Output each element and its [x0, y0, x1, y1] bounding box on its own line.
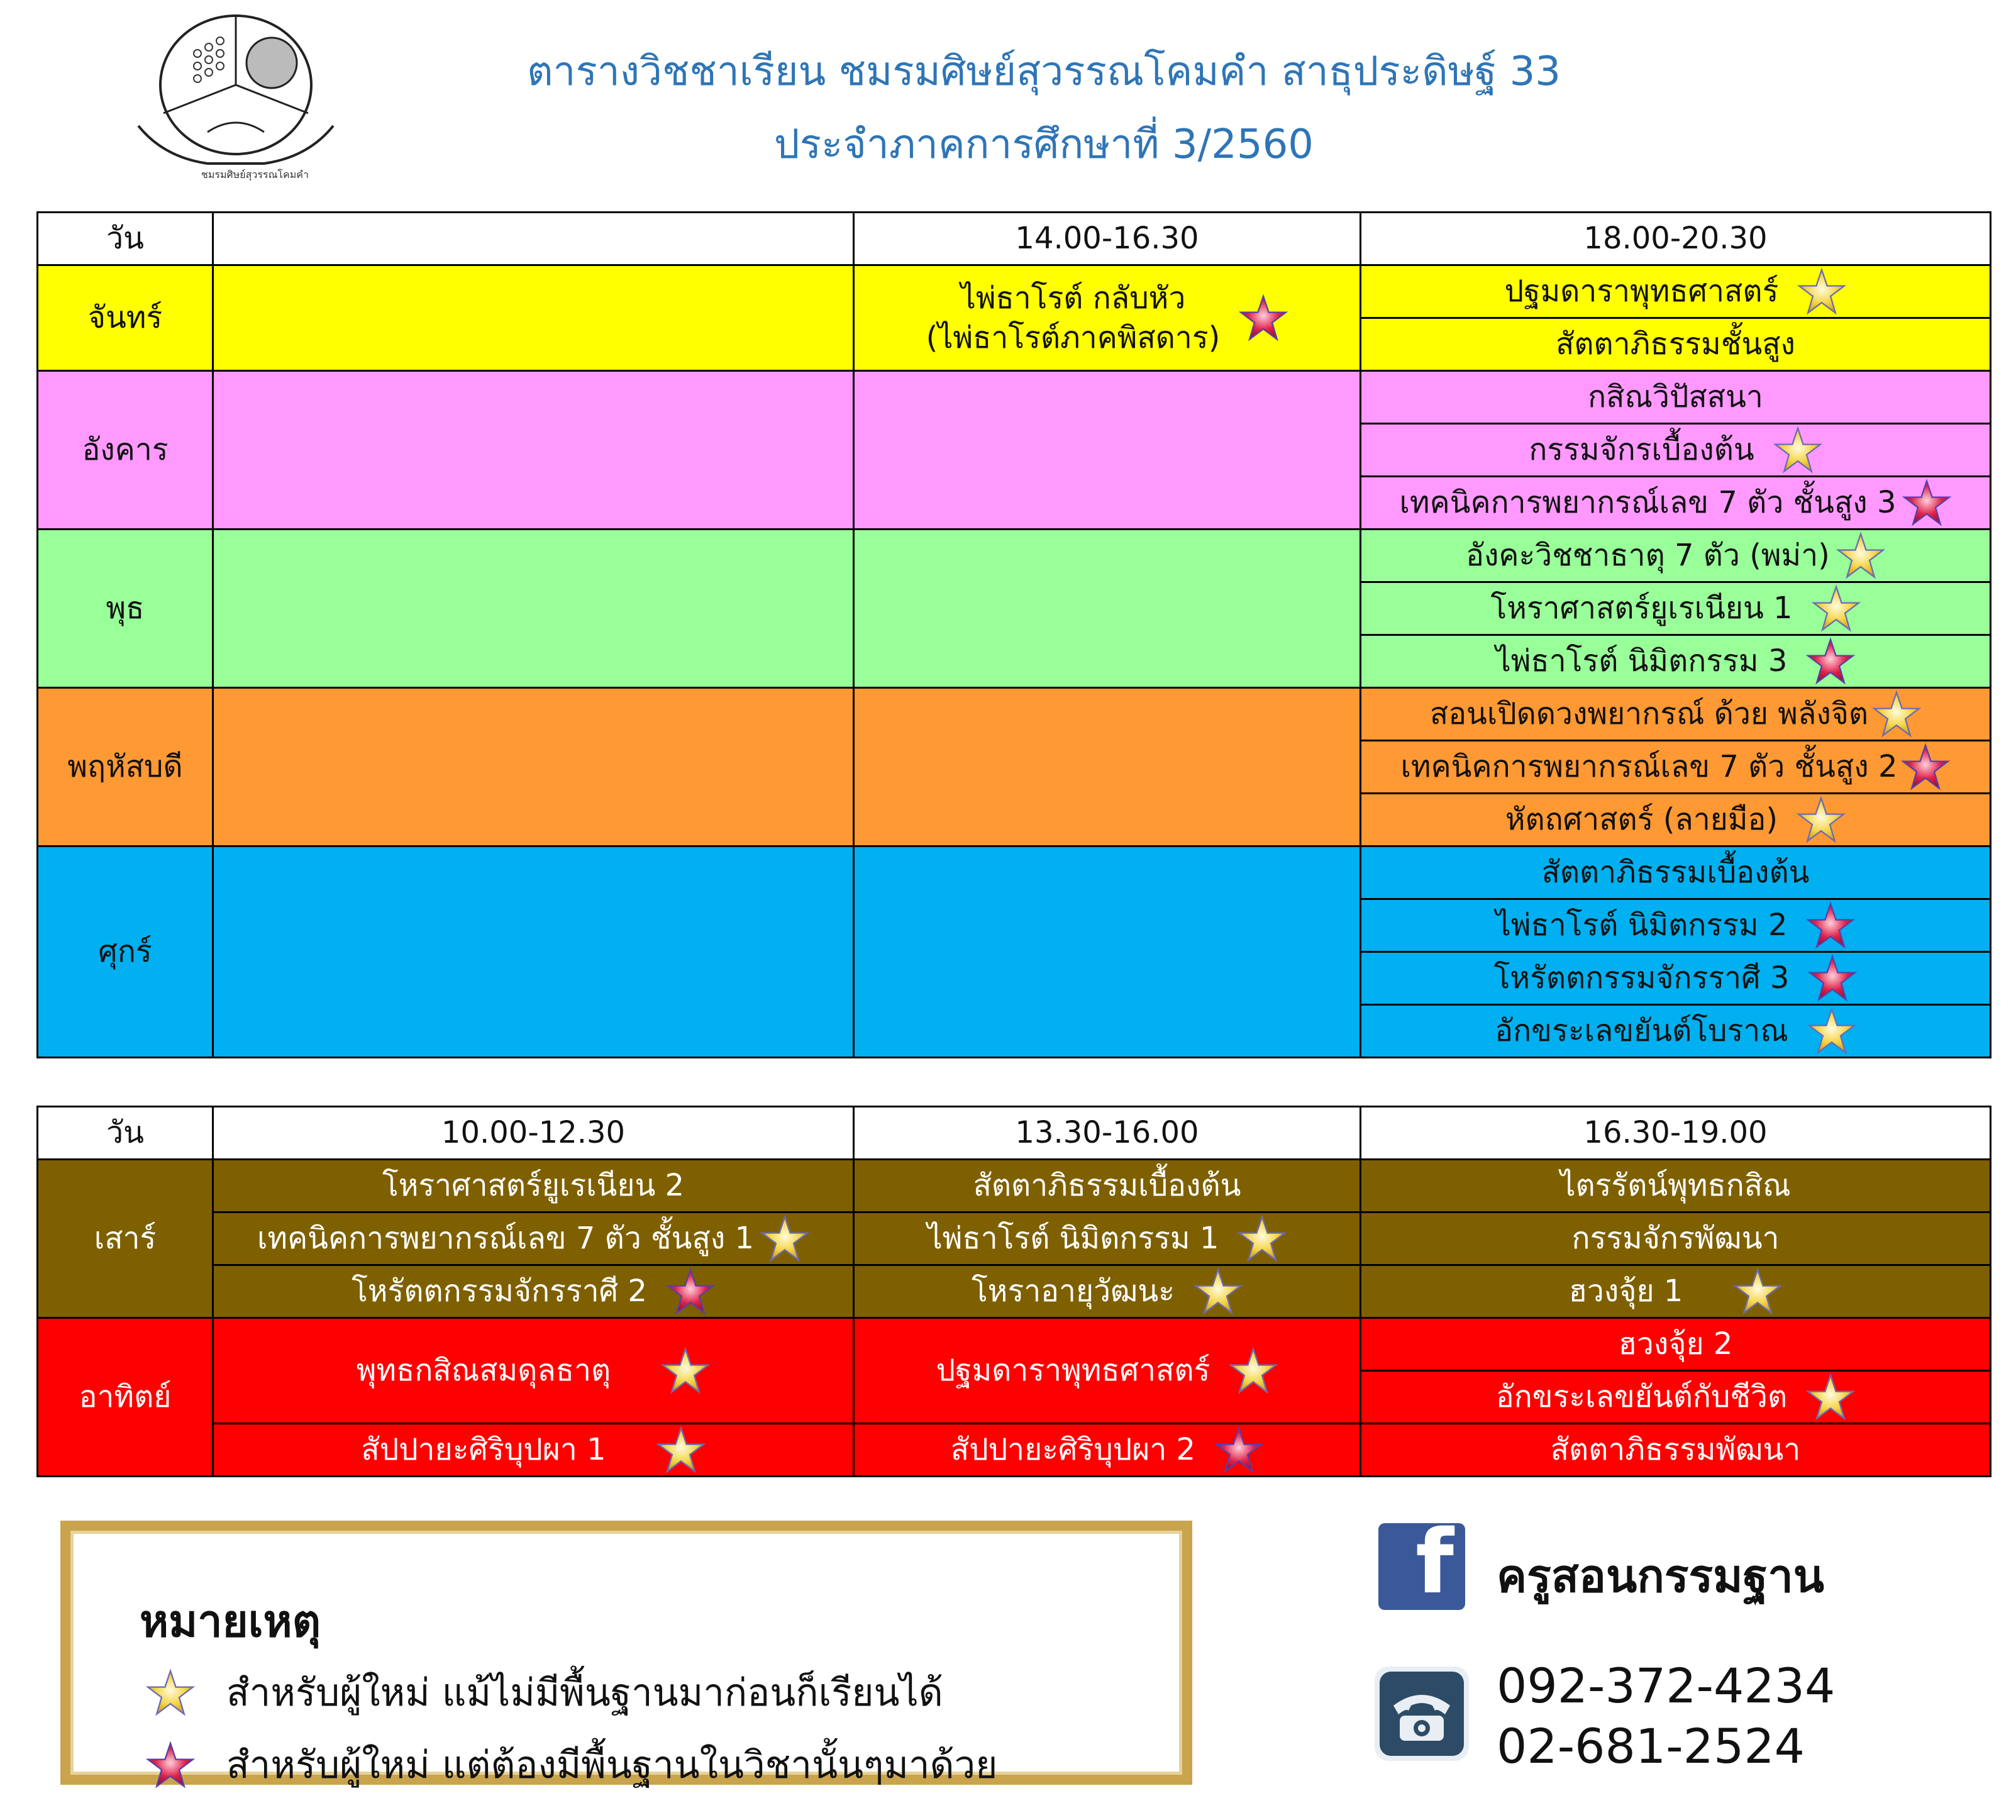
class-name: สัปปายะศิริบุปผา 1 — [361, 1432, 606, 1468]
red-star-icon — [1239, 294, 1288, 343]
class-cell — [854, 1212, 1361, 1265]
red-star-icon — [1901, 743, 1950, 792]
red-star-icon — [1806, 901, 1855, 950]
class-name: สัตตาภิธรรมพัฒนา — [1550, 1432, 1801, 1468]
class-cell — [1361, 1160, 1991, 1212]
class-name: ไพ่ธาโรต์ กลับหัว — [960, 280, 1186, 316]
gold-star-icon — [1807, 1007, 1856, 1056]
class-cell — [1361, 846, 1991, 899]
class-cell — [1361, 1424, 1991, 1477]
class-name: เทคนิคการพยากรณ์เลข 7 ตัว ชั้นสูง 1 — [257, 1221, 754, 1257]
class-name: อักขระเลขยันต์กับชีวิต — [1495, 1379, 1788, 1415]
class-cell — [1361, 1318, 1991, 1371]
gold-star-icon — [146, 1668, 195, 1717]
day-sunday: อาทิตย์ — [38, 1318, 213, 1477]
class-name: สัตตาภิธรรมเบื้องต้น — [973, 1168, 1241, 1204]
empty-cell — [854, 371, 1361, 530]
gold-star-icon — [1238, 1214, 1287, 1263]
red-star-icon — [1806, 637, 1855, 686]
day-saturday: เสาร์ — [38, 1160, 213, 1318]
class-name: ไพ่ธาโรต์ นิมิตกรรม 2 — [1495, 907, 1788, 943]
empty-cell — [854, 530, 1361, 688]
class-name: ฮวงจุ้ย 2 — [1618, 1326, 1733, 1362]
gold-star-icon — [1194, 1267, 1243, 1316]
class-cell — [213, 1160, 854, 1212]
header-evening: 18.00-20.30 — [1361, 213, 1991, 265]
facebook-page-name[interactable]: ครูสอนกรรมฐาน — [1497, 1550, 1825, 1602]
class-cell — [1361, 1212, 1991, 1265]
class-name: กรรมจักรเบื้องต้น — [1529, 432, 1754, 468]
empty-cell — [213, 265, 854, 371]
class-name: เทคนิคการพยากรณ์เลข 7 ตัว ชั้นสูง 2 — [1400, 749, 1898, 785]
header-afternoon: 13.30-16.00 — [854, 1107, 1361, 1160]
gold-star-icon — [1872, 690, 1921, 739]
red-star-icon — [1214, 1426, 1263, 1475]
class-name: ไตรรัตน์พุทธกสิณ — [1560, 1168, 1791, 1204]
class-cell — [1361, 318, 1991, 371]
header-morning: 10.00-12.30 — [213, 1107, 854, 1160]
class-name: เทคนิคการพยากรณ์เลข 7 ตัว ชั้นสูง 3 — [1399, 485, 1897, 521]
gold-star-icon — [760, 1214, 809, 1263]
gold-star-icon — [1733, 1267, 1782, 1316]
gold-star-icon — [1836, 531, 1885, 580]
gold-star-icon — [656, 1426, 706, 1475]
class-cell — [1361, 794, 1991, 846]
club-logo: ชมรมศิษย์สุวรรณโคมคำ — [126, 6, 346, 189]
day-wednesday: พุธ — [38, 530, 213, 688]
class-cell — [1361, 582, 1991, 635]
class-cell — [213, 1318, 854, 1424]
header-evening: 16.30-19.00 — [1361, 1107, 1991, 1160]
day-thursday: พฤหัสบดี — [38, 688, 213, 846]
class-name: สอนเปิดดวงพยากรณ์ ด้วย พลังจิต — [1429, 696, 1869, 732]
page-title: ตารางวิชชาเรียน ชมรมศิษย์สุวรรณโคมคำ สาธุประดิษฐ์ 33 — [526, 48, 1561, 95]
class-cell — [1361, 635, 1991, 688]
class-name: กสิณวิปัสสนา — [1588, 379, 1763, 415]
header-day: วัน — [38, 1107, 213, 1160]
class-name: (ไพ่ธาโรต์ภาคพิสดาร) — [926, 319, 1221, 355]
red-star-icon — [146, 1741, 195, 1790]
red-star-icon — [666, 1267, 715, 1316]
class-name: หัตถศาสตร์ (ลายมือ) — [1505, 802, 1778, 838]
class-cell — [854, 1424, 1361, 1477]
class-cell — [1361, 530, 1991, 582]
class-cell — [854, 1318, 1361, 1424]
class-cell — [1361, 899, 1991, 952]
class-name: ปฐมดาราพุทธศาสตร์ — [1504, 274, 1779, 309]
legend-text: สำหรับผู้ใหม่ แม้ไม่มีพื้นฐานมาก่อนก็เรียนได้ — [226, 1671, 943, 1715]
class-name: สัตตาภิธรรมชั้นสูง — [1556, 326, 1795, 362]
class-cell — [1361, 424, 1991, 477]
class-cell — [1361, 265, 1991, 318]
legend-title: หมายเหตุ — [140, 1595, 321, 1647]
gold-star-icon — [661, 1346, 710, 1396]
table-header-row — [38, 1107, 1991, 1160]
header-afternoon: 14.00-16.30 — [854, 213, 1361, 265]
red-star-icon — [1902, 479, 1951, 528]
gold-star-icon — [1806, 1373, 1855, 1422]
empty-cell — [213, 688, 854, 846]
empty-cell — [213, 530, 854, 688]
weekday-schedule-table — [36, 211, 1991, 1058]
empty-cell — [854, 688, 1361, 846]
class-cell — [1361, 477, 1991, 530]
class-name: โหราศาสตร์ยูเรเนียน 2 — [382, 1168, 685, 1204]
header-day: วัน — [38, 213, 213, 265]
weekend-schedule-table — [36, 1106, 1991, 1477]
class-cell — [213, 1424, 854, 1477]
class-name: อังคะวิชชาธาตุ 7 ตัว (พม่า) — [1466, 538, 1830, 574]
class-cell — [1361, 371, 1991, 424]
gold-star-icon — [1797, 267, 1846, 316]
red-star-icon — [1808, 954, 1857, 1003]
class-name: สัตตาภิธรรมเบื้องต้น — [1541, 855, 1810, 891]
class-cell — [213, 1212, 854, 1265]
day-monday: จันทร์ — [38, 265, 213, 371]
class-cell — [854, 1265, 1361, 1318]
header-blank — [213, 213, 854, 265]
class-name: อักขระเลขยันต์โบราณ — [1495, 1013, 1788, 1049]
class-cell — [1361, 1265, 1991, 1318]
empty-cell — [213, 371, 854, 530]
class-cell — [1361, 1005, 1991, 1058]
page-subtitle: ประจำภาคการศึกษาที่ 3/2560 — [774, 121, 1314, 168]
gold-star-icon — [1773, 426, 1822, 475]
telephone-icon — [1375, 1667, 1469, 1761]
class-cell — [1361, 688, 1991, 741]
class-name: ไพ่ธาโรต์ นิมิตกรรม 1 — [927, 1221, 1219, 1257]
gold-star-icon — [1229, 1346, 1278, 1396]
day-friday: ศุกร์ — [38, 846, 213, 1058]
legend-red-star — [146, 1735, 997, 1795]
legend-box — [60, 1521, 1192, 1785]
class-cell — [213, 1265, 854, 1318]
class-name: โหรัตตกรรมจักรราศี 2 — [352, 1273, 647, 1309]
class-name: พุทธกสิณสมดุลธาตุ — [356, 1353, 611, 1389]
legend-text: สำหรับผู้ใหม่ แต่ต้องมีพื้นฐานในวิชานั้นๆมาด้วย — [226, 1743, 998, 1787]
phone-number-2[interactable]: 02-681-2524 — [1497, 1718, 1805, 1774]
gold-star-icon — [1797, 796, 1846, 845]
day-tuesday: อังคาร — [38, 371, 213, 530]
class-name: กรรมจักรพัฒนา — [1571, 1221, 1780, 1257]
class-cell — [1361, 1371, 1991, 1424]
table-header-row — [38, 213, 1991, 265]
class-cell — [854, 265, 1361, 371]
legend-gold-star — [146, 1663, 943, 1723]
gold-star-icon — [1812, 584, 1861, 633]
class-cell — [854, 1160, 1361, 1212]
empty-cell — [854, 846, 1361, 1058]
class-name: ฮวงจุ้ย 1 — [1568, 1273, 1683, 1309]
class-cell — [1361, 952, 1991, 1005]
class-name: ปฐมดาราพุทธศาสตร์ — [936, 1353, 1210, 1389]
class-name: สัปปายะศิริบุปผา 2 — [950, 1432, 1196, 1468]
class-cell — [1361, 741, 1991, 794]
class-name: โหราอายุวัฒนะ — [972, 1273, 1175, 1309]
facebook-icon[interactable]: f — [1378, 1523, 1465, 1610]
class-name: ไพ่ธาโรต์ นิมิตกรรม 3 — [1495, 643, 1788, 679]
class-name: โหรัตตกรรมจักรราศี 3 — [1493, 960, 1790, 996]
phone-number-1[interactable]: 092-372-4234 — [1497, 1658, 1836, 1714]
empty-cell — [213, 846, 854, 1058]
class-name: โหราศาสตร์ยูเรเนียน 1 — [1490, 591, 1793, 626]
